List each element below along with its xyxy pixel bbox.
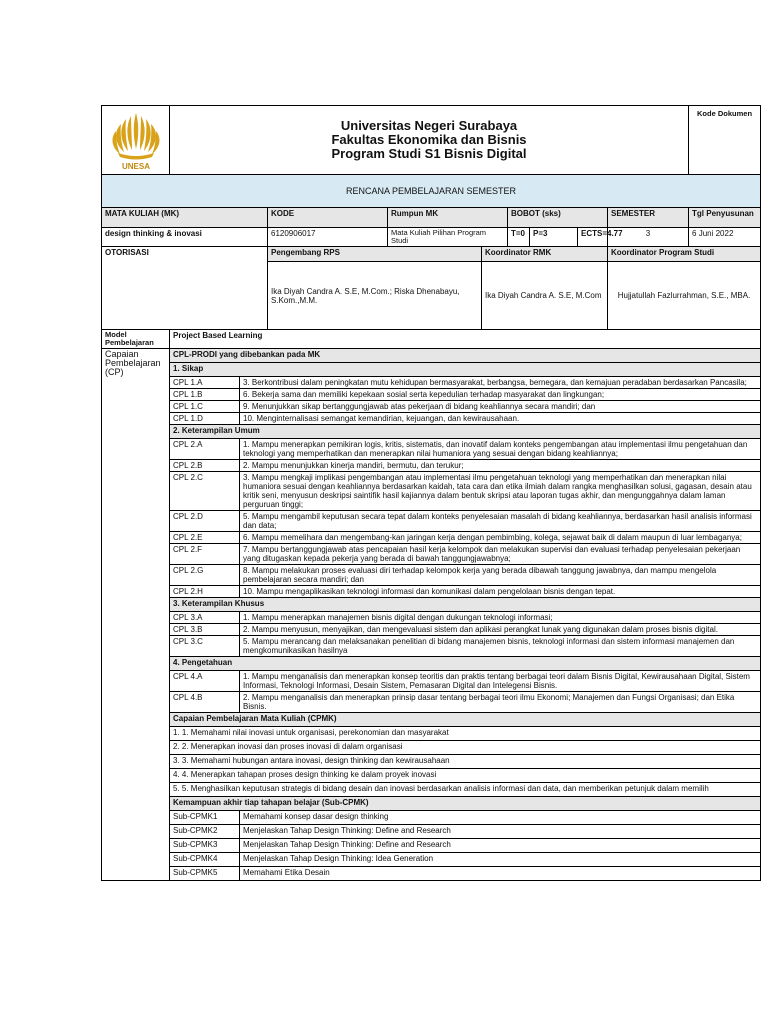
sub-cpmk-code: Sub-CPMK1 [170, 811, 240, 825]
cpl-text: 1. Mampu menerapkan pemikiran logis, kritis, sistematis, dan inovatif dalam konteks pengembangan atau implementasi ilmu pengetahuan dan teknologi yang memperhatikan dan menerapkan nilai humaniora yang sesuai dengan bidang keahliannya; [240, 439, 761, 460]
model-label: Model Pembelajaran [102, 330, 170, 349]
sub-cpmk-code: Sub-CPMK3 [170, 839, 240, 853]
koordinator-prodi-name: Hujjatullah Fazlurrahman, S.E., MBA. [608, 262, 761, 330]
sub-cpmk-code: Sub-CPMK5 [170, 867, 240, 881]
logo-cell [102, 106, 170, 175]
cpl-code: CPL 4.B [170, 692, 240, 713]
cpmk-item: 1. 1. Memahami nilai inovasi untuk organisasi, perekonomian dan masyarakat [170, 727, 761, 741]
course-tgl: 6 Juni 2022 [689, 228, 761, 247]
university-name: Universitas Negeri Surabaya [340, 118, 518, 133]
header-mk: MATA KULIAH (MK) [102, 208, 268, 228]
cpl-code: CPL 3.C [170, 636, 240, 657]
cpl-code: CPL 4.A [170, 671, 240, 692]
faculty-name: Fakultas Ekonomika dan Bisnis [331, 132, 527, 147]
cpl-text: 5. Mampu mengambil keputusan secara tepat dalam konteks penyelesaian masalah di bidang keahliannya, berdasarkan hasil analisis informasi dan data; [240, 511, 761, 532]
rps-document [101, 105, 760, 881]
pengembang-names: Ika Diyah Candra A. S.E, M.Com.; Riska Dhenabayu, S.Kom.,M.M. [268, 262, 482, 330]
cpl-group-title: 4. Pengetahuan [170, 657, 761, 671]
document-title: RENCANA PEMBELAJARAN SEMESTER [102, 175, 761, 208]
cpl-text: 1. Mampu menerapkan manajemen bisnis digital dengan dukungan teknologi informasi; [240, 612, 761, 624]
sub-cpmk-code: Sub-CPMK4 [170, 853, 240, 867]
sub-cpmk-text: Memahami konsep dasar design thinking [240, 811, 761, 825]
cpl-text: 2. Mampu menganalisis dan menerapkan prinsip dasar tentang berbagai teori ilmu Ekonomi; Manajemen dan Fungsi Organisasi; dan Etika Bisnis. [240, 692, 761, 713]
cpl-text: 2. Mampu menunjukkan kinerja mandiri, bermutu, dan terukur; [240, 460, 761, 472]
model-value: Project Based Learning [170, 330, 761, 349]
cpl-text: 10. Menginternalisasi semangat kemandirian, kejuangan, dan kewirausahaan. [240, 413, 761, 425]
cpl-code: CPL 3.A [170, 612, 240, 624]
cpl-group-title: 1. Sikap [170, 363, 761, 377]
cpl-text: 3. Berkontribusi dalam peningkatan mutu kehidupan bermasyarakat, berbangsa, bernegara, dan kemajuan peradaban berdasarkan Pancasila; [240, 377, 761, 389]
cpl-text: 9. Menunjukkan sikap bertanggungjawab atas pekerjaan di bidang keahliannya secara mandiri; dan [240, 401, 761, 413]
cpmk-item: 5. 5. Menghasilkan keputusan strategis di bidang desain dan inovasi berdasarkan analisis informasi dan data, dan memberikan petunjuk dalam memilih [170, 783, 761, 797]
cpl-text: 8. Mampu melakukan proses evaluasi diri terhadap kelompok kerja yang berada dibawah tanggung jawabnya, dan mampu mengelola pembelajaran secara mandiri; dan [240, 565, 761, 586]
sub-cpmk-code: Sub-CPMK2 [170, 825, 240, 839]
cpmk-item: 3. 3. Memahami hubungan antara inovasi, design thinking dan kewirausahaan [170, 755, 761, 769]
unesa-logo [106, 107, 166, 171]
course-ects: ECTS=4.77 [578, 228, 608, 247]
cpl-text: 6. Mampu memelihara dan mengembang-kan jaringan kerja dengan pembimbing, kolega, sejawat baik di dalam maupun di luar lembaganya; [240, 532, 761, 544]
header-rumpun: Rumpun MK [388, 208, 508, 228]
cpl-text: 2. Mampu menyusun, menyajikan, dan mengevaluasi sistem dan aplikasi perangkat lunak yang digunakan dalam proses bisnis digital. [240, 624, 761, 636]
koordinator-rmk-label: Koordinator RMK [482, 247, 608, 262]
cpl-code: CPL 2.C [170, 472, 240, 511]
sub-cpmk-text: Menjelaskan Tahap Design Thinking: Define and Research [240, 839, 761, 853]
rps-table [101, 105, 761, 881]
cpl-code: CPL 2.H [170, 586, 240, 598]
koordinator-rmk-name: Ika Diyah Candra A. S.E, M.Com [482, 262, 608, 330]
cpl-code: CPL 1.A [170, 377, 240, 389]
cpl-code: CPL 2.A [170, 439, 240, 460]
koordinator-prodi-label: Koordinator Program Studi [608, 247, 761, 262]
cpl-text: 7. Mampu bertanggungjawab atas pencapaian hasil kerja kelompok dan melakukan supervisi dan evaluasi terhadap penyelesaian pekerjaan yang ditugaskan kepada pekerja yang berada di bawah tanggungjawabnya; [240, 544, 761, 565]
course-p: P=3 [530, 228, 578, 247]
kode-dokumen: Kode Dokumen [689, 106, 761, 175]
header-bobot: BOBOT (sks) [508, 208, 608, 228]
header-kode: KODE [268, 208, 388, 228]
cpl-text: 1. Mampu menganalisis dan menerapkan konsep teoritis dan praktis tentang berbagai teori dalam Bisnis Digital, Kewirausahaan Digital, Sistem Informasi, Teknologi Informasi, Desain Sistem, Pemasaran Digital dan Intelegensi Bisnis. [240, 671, 761, 692]
course-semester: 3 [608, 228, 689, 247]
course-rumpun: Mata Kuliah Pilihan Program Studi [388, 228, 508, 247]
cpl-text: 5. Mampu merancang dan melaksanakan penelitian di bidang manajemen bisnis, teknologi informasi dan sistem informasi manajemen dan mengkomunikasikan hasilnya [240, 636, 761, 657]
cpl-group-title: 2. Keterampilan Umum [170, 425, 761, 439]
cpl-text: 10. Mampu mengaplikasikan teknologi informasi dan komunikasi dalam pengelolaan bisnis dengan tepat. [240, 586, 761, 598]
cpl-code: CPL 1.B [170, 389, 240, 401]
cpl-code: CPL 3.B [170, 624, 240, 636]
course-name: design thinking & inovasi [102, 228, 268, 247]
cpl-text: 6. Bekerja sama dan memiliki kepekaan sosial serta kepedulian terhadap masyarakat dan lingkungan; [240, 389, 761, 401]
cpl-code: CPL 2.G [170, 565, 240, 586]
sub-cpmk-text: Memahami Etika Desain [240, 867, 761, 881]
program-name: Program Studi S1 Bisnis Digital [331, 146, 527, 161]
cpmk-item: 4. 4. Menerapkan tahapan proses design thinking ke dalam proyek inovasi [170, 769, 761, 783]
sub-cpmk-text: Menjelaskan Tahap Design Thinking: Define and Research [240, 825, 761, 839]
pengembang-label: Pengembang RPS [268, 247, 482, 262]
cpl-code: CPL 2.E [170, 532, 240, 544]
cpmk-header: Capaian Pembelajaran Mata Kuliah (CPMK) [170, 713, 761, 727]
header-titles [170, 106, 689, 175]
header-semester: SEMESTER [608, 208, 689, 228]
cpmk-item: 2. 2. Menerapkan inovasi dan proses inovasi di dalam organisasi [170, 741, 761, 755]
cp-label: Capaian Pembelajaran (CP) [102, 349, 170, 881]
cpl-code: CPL 2.B [170, 460, 240, 472]
cpl-prodi-header: CPL-PRODI yang dibebankan pada MK [170, 349, 761, 363]
course-kode: 6120906017 [268, 228, 388, 247]
otorisasi-label: OTORISASI [102, 247, 268, 330]
cpl-text: 3. Mampu mengkaji implikasi pengembangan atau implementasi ilmu pengetahuan teknologi yang memperhatikan dan menerapkan nilai humaniora sesuai dengan keahliannya berdasarkan kaidah, tata cara dan etika ilmiah dalam rangka menghasilkan solusi, gagasan, desain atau kritik seni, menyusun deskripsi saintifik hasil kajiannya dalam bentuk skripsi atau laporan tugas akhir, dan mengunggahnya dalam laman perguruan tinggi; [240, 472, 761, 511]
cpl-group-title: 3. Keterampilan Khusus [170, 598, 761, 612]
cpl-code: CPL 1.D [170, 413, 240, 425]
cpl-code: CPL 2.F [170, 544, 240, 565]
sub-cpmk-text: Menjelaskan Tahap Design Thinking: Idea Generation [240, 853, 761, 867]
cpl-code: CPL 2.D [170, 511, 240, 532]
course-t: T=0 [508, 228, 530, 247]
header-tgl: Tgl Penyusunan [689, 208, 761, 228]
sub-cpmk-header: Kemampuan akhir tiap tahapan belajar (Sub-CPMK) [170, 797, 761, 811]
cpl-code: CPL 1.C [170, 401, 240, 413]
logo-text: UNESA [121, 162, 150, 171]
